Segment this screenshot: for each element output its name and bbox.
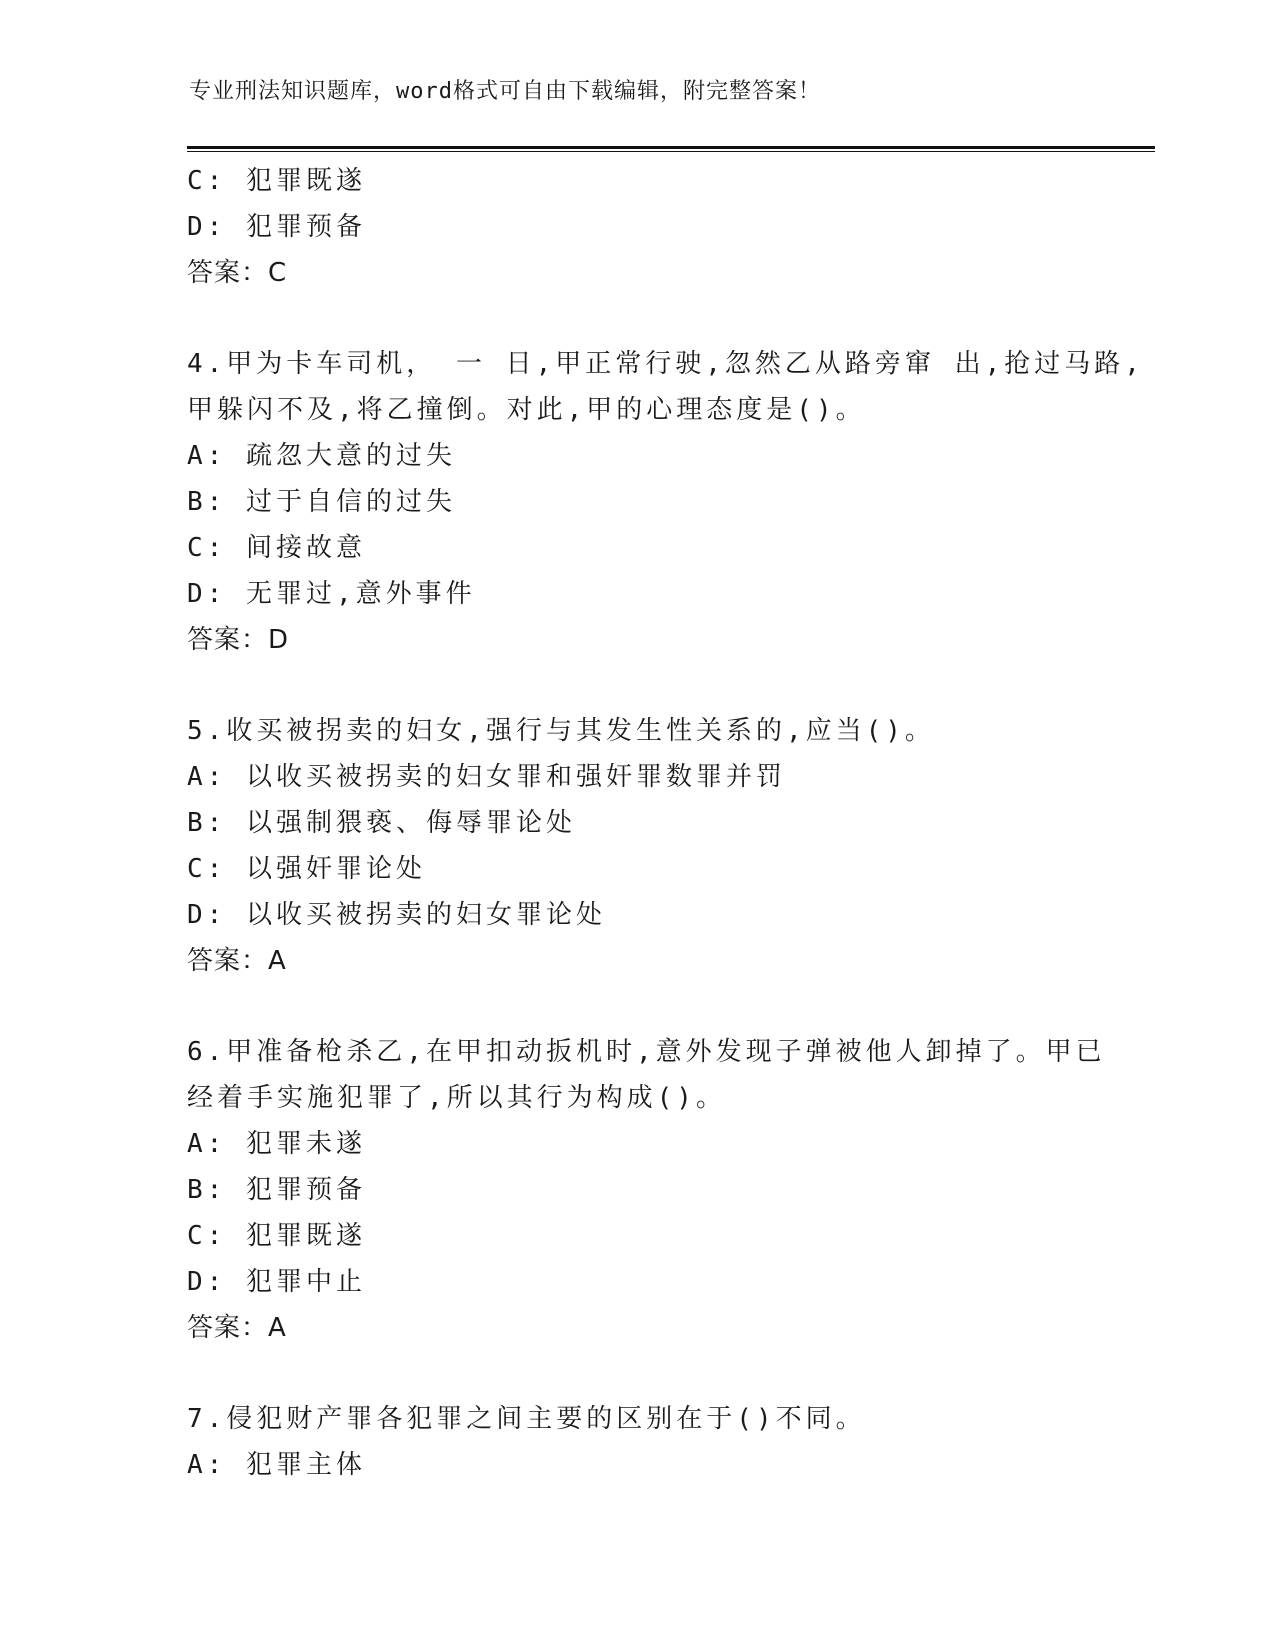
- question-stem: 甲躲闪不及,将乙撞倒。对此,甲的心理态度是()。: [187, 395, 866, 425]
- option-line: A: 犯罪未遂: [187, 1129, 366, 1159]
- question-list: [187, 158, 1144, 1488]
- option-line: C: 犯罪既遂: [187, 1221, 366, 1251]
- question-stem: 7.侵犯财产罪各犯罪之间主要的区别在于()不同。: [187, 1404, 866, 1434]
- answer-line: 答案：A: [187, 1313, 287, 1343]
- answer-line: 答案：A: [187, 946, 287, 976]
- option-line: B: 以强制猥亵、侮辱罪论处: [187, 808, 576, 838]
- question-stem: 5.收买被拐卖的妇女,强行与其发生性关系的,应当()。: [187, 716, 935, 746]
- question-stem: 6.甲准备枪杀乙,在甲扣动扳机时,意外发现子弹被他人卸掉了。甲已: [187, 1037, 1106, 1067]
- question-stem: 4.甲为卡车司机， 一 日,甲正常行驶,忽然乙从路旁窜 出,抢过马路,: [187, 349, 1144, 379]
- option-line: D: 无罪过,意外事件: [187, 579, 476, 609]
- option-line: A: 疏忽大意的过失: [187, 441, 456, 471]
- answer-line: 答案：D: [187, 625, 290, 655]
- header-rule-thick: [187, 146, 1155, 149]
- option-line: B: 过于自信的过失: [187, 487, 456, 517]
- option-line: D: 犯罪中止: [187, 1267, 366, 1297]
- option-line: A: 犯罪主体: [187, 1450, 366, 1480]
- page-header: 专业刑法知识题库，word格式可自由下载编辑，附完整答案！: [189, 79, 821, 104]
- option-line: C: 间接故意: [187, 533, 366, 563]
- option-line: C: 以强奸罪论处: [187, 854, 426, 884]
- option-line: A: 以收买被拐卖的妇女罪和强奸罪数罪并罚: [187, 762, 786, 792]
- option-line: B: 犯罪预备: [187, 1175, 366, 1205]
- question-stem: 经着手实施犯罪了,所以其行为构成()。: [187, 1083, 726, 1113]
- option-line: C: 犯罪既遂: [187, 166, 366, 196]
- option-line: D: 以收买被拐卖的妇女罪论处: [187, 900, 606, 930]
- answer-line: 答案：C: [187, 258, 288, 288]
- header-rule-thin: [187, 151, 1155, 152]
- option-line: D: 犯罪预备: [187, 212, 366, 242]
